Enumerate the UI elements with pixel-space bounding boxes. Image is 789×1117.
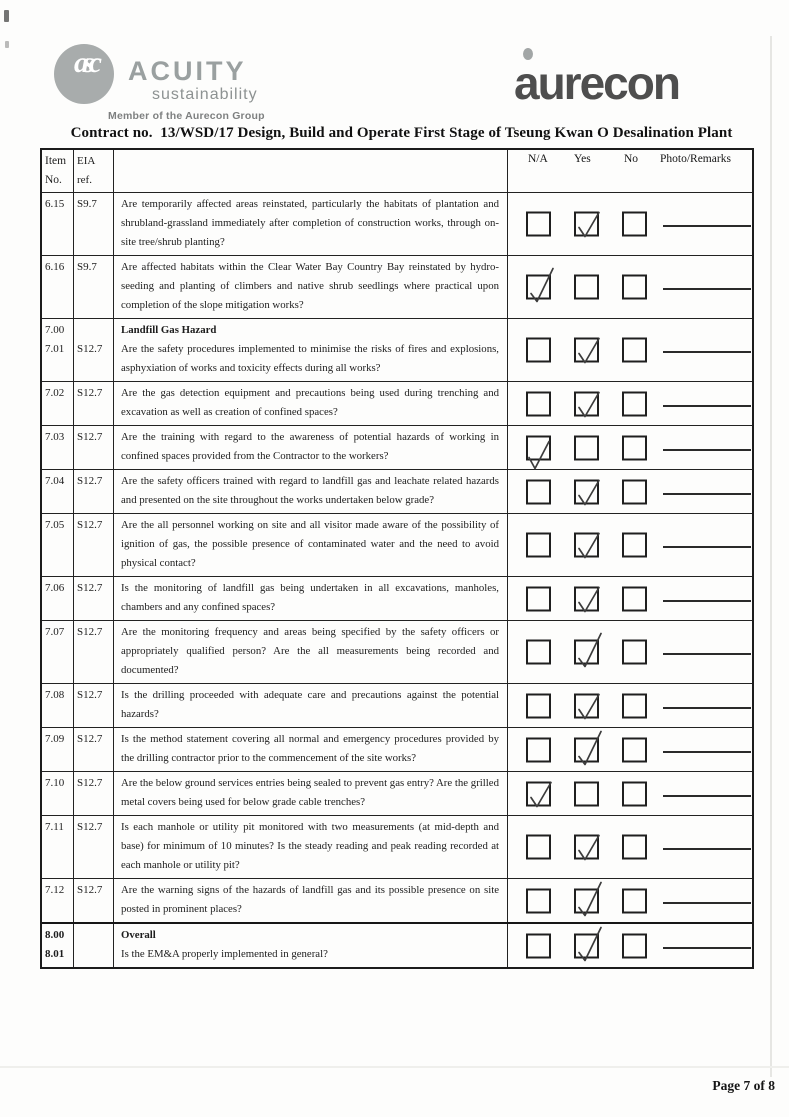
table-row xyxy=(42,513,752,576)
table-row xyxy=(42,192,752,255)
eia-ref xyxy=(77,926,112,945)
table-row xyxy=(42,469,752,513)
item-number: 7.12 xyxy=(45,884,65,896)
eia-ref: S12.7 xyxy=(77,582,103,594)
item-number: 7.02 xyxy=(45,387,65,399)
checkbox-no[interactable] xyxy=(622,435,647,460)
item-number: 7.09 xyxy=(45,733,65,745)
tick-mark-icon xyxy=(572,880,606,924)
question-text: Are temporarily affected areas reinstated, particularly the habitats of plantation and shrubland-grassland immediately after completion of construction works, through on-site tree/shrub planting? xyxy=(121,198,499,248)
remarks-line xyxy=(663,493,751,495)
checkbox-na[interactable] xyxy=(526,586,551,611)
header-checks-cell xyxy=(507,150,752,192)
acuity-monogram-letters: asc xyxy=(74,46,96,79)
remarks-line xyxy=(663,351,751,353)
table-row xyxy=(42,318,752,381)
checkbox-yes[interactable] xyxy=(574,888,599,913)
question-text: Is the drilling proceeded with adequate care and precautions against the potential hazards? xyxy=(121,689,499,720)
question-text: Are the safety officers trained with regard to landfill gas and leachate related hazards and presented on the site throughout the works undertaken below grade? xyxy=(121,475,499,506)
question-text: Are the all personnel working on site and all visitor made aware of the possibility of ignition of gas, the possible presence of contaminated water and the need to avoid physical contact? xyxy=(121,519,499,569)
table-row xyxy=(42,922,752,967)
eia-ref: S12.7 xyxy=(77,343,103,355)
checkbox-yes[interactable] xyxy=(574,275,599,300)
eia-ref: S9.7 xyxy=(77,198,97,210)
header-item-label: No. xyxy=(45,174,62,186)
checkbox-no[interactable] xyxy=(622,212,647,237)
tick-mark-icon xyxy=(572,525,606,569)
checkbox-na[interactable] xyxy=(526,391,551,416)
remarks-line xyxy=(663,848,751,850)
tick-mark-icon xyxy=(572,330,606,374)
remarks-line xyxy=(663,947,751,949)
checkbox-na[interactable] xyxy=(526,212,551,237)
remarks-line xyxy=(663,405,751,407)
remarks-line xyxy=(663,449,751,451)
scan-fold-line xyxy=(0,1066,789,1068)
acuity-wordmark: ACUITY xyxy=(128,56,247,86)
checkbox-yes[interactable] xyxy=(574,933,599,958)
tick-mark-icon xyxy=(572,578,606,622)
eia-ref: S12.7 xyxy=(77,733,103,745)
question-text: Is the monitoring of landfill gas being undertaken in all excavations, manholes, chambers and any confined spaces? xyxy=(121,582,499,613)
tick-mark-icon xyxy=(572,471,606,515)
eia-ref: S12.7 xyxy=(77,884,103,896)
item-number: 8.01 xyxy=(45,948,65,960)
item-number: 7.04 xyxy=(45,475,65,487)
checkbox-na[interactable] xyxy=(526,435,551,460)
checkbox-yes[interactable] xyxy=(574,391,599,416)
page-number: Page 7 of 8 xyxy=(712,1078,775,1093)
checkbox-no[interactable] xyxy=(622,888,647,913)
remarks-line xyxy=(663,751,751,753)
acuity-member-line: Member of the Aurecon Group xyxy=(108,110,265,122)
table-row xyxy=(42,381,752,425)
checkbox-yes[interactable] xyxy=(574,835,599,860)
page-title: Contract no. 13/WSD/17 Design, Build and Operate First Stage of Tseung Kwan O Desalination Plant xyxy=(70,125,733,141)
checkbox-yes[interactable] xyxy=(574,338,599,363)
checkbox-yes[interactable] xyxy=(574,212,599,237)
eia-ref: S12.7 xyxy=(77,689,103,701)
checkbox-no[interactable] xyxy=(622,275,647,300)
question-text: Are the gas detection equipment and precautions being used during trenching and excavation as well as creation of confined spaces? xyxy=(121,387,499,418)
header-question-cell xyxy=(113,150,507,192)
checkbox-na[interactable] xyxy=(526,835,551,860)
checkbox-no[interactable] xyxy=(622,479,647,504)
remarks-line xyxy=(663,225,751,227)
question-text: Are the safety procedures implemented to minimise the risks of fires and explosions, asphyxiation of works and toxicity effects during all works? xyxy=(121,343,499,374)
header-no-label: No xyxy=(624,153,639,165)
item-number: 7.01 xyxy=(45,343,65,355)
tick-mark-icon xyxy=(524,427,558,471)
remarks-line xyxy=(663,600,751,602)
question-text: Is each manhole or utility pit monitored with two measurements (at mid-depth and base) for minimum of 10 minutes? Is the steady reading and peak reading recorded at each manhole or utility pit? xyxy=(121,821,499,871)
checkbox-yes[interactable] xyxy=(574,737,599,762)
question-text: Are the training with regard to the awareness of potential hazards of working in confined spaces provided from the Contractor to the workers? xyxy=(121,431,499,462)
checkbox-yes[interactable] xyxy=(574,693,599,718)
remarks-line xyxy=(663,653,751,655)
eia-ref: S12.7 xyxy=(77,519,103,531)
acuity-tagline: sustainability xyxy=(152,86,258,103)
item-number: 7.05 xyxy=(45,519,65,531)
question-text: Are the below ground services entries being sealed to prevent gas entry? Are the grilled metal covers being used for below grade cable trenches? xyxy=(121,777,499,808)
eia-ref: S12.7 xyxy=(77,431,103,443)
checkbox-no[interactable] xyxy=(622,338,647,363)
checkbox-no[interactable] xyxy=(622,835,647,860)
tick-mark-icon xyxy=(572,632,606,676)
item-number: 6.15 xyxy=(45,198,65,210)
checkbox-no[interactable] xyxy=(622,933,647,958)
section-heading: Overall xyxy=(121,929,156,941)
tick-mark-icon xyxy=(524,773,558,817)
header-yes-label: Yes xyxy=(574,153,591,165)
acuity-monogram-icon xyxy=(54,44,114,104)
table-row xyxy=(42,771,752,815)
tick-mark-icon xyxy=(572,827,606,871)
aurecon-wordmark: aurecon xyxy=(514,57,679,109)
checkbox-no[interactable] xyxy=(622,737,647,762)
question-text: Are the monitoring frequency and areas being specified by the safety officers or appropriately qualified person? Are the all measurements being recorded and documented? xyxy=(121,626,499,676)
eia-ref: S12.7 xyxy=(77,821,103,833)
acuity-logo xyxy=(54,42,314,122)
checkbox-yes[interactable] xyxy=(574,435,599,460)
item-number: 6.16 xyxy=(45,261,65,273)
checkbox-yes[interactable] xyxy=(574,479,599,504)
checkbox-yes[interactable] xyxy=(574,533,599,558)
table-body xyxy=(42,192,752,967)
section-heading: Landfill Gas Hazard xyxy=(121,324,217,336)
checkbox-na[interactable] xyxy=(526,888,551,913)
checkbox-na[interactable] xyxy=(526,533,551,558)
scan-edge-shadow xyxy=(770,36,772,1077)
remarks-line xyxy=(663,288,751,290)
checkbox-yes[interactable] xyxy=(574,640,599,665)
checkbox-no[interactable] xyxy=(622,640,647,665)
tick-mark-icon xyxy=(572,925,606,969)
item-number: 7.08 xyxy=(45,689,65,701)
eia-ref: S12.7 xyxy=(77,626,103,638)
checkbox-na[interactable] xyxy=(526,933,551,958)
item-number: 7.07 xyxy=(45,626,65,638)
checkbox-na[interactable] xyxy=(526,640,551,665)
checkbox-no[interactable] xyxy=(622,693,647,718)
table-row xyxy=(42,425,752,469)
checkbox-no[interactable] xyxy=(622,586,647,611)
checkbox-yes[interactable] xyxy=(574,586,599,611)
checkbox-no[interactable] xyxy=(622,391,647,416)
question-text: Are affected habitats within the Clear Water Bay Country Bay reinstated by hydro-seeding and planting of climbers and native shrub seedlings where practical upon completion of the slope mitigation works? xyxy=(121,261,499,311)
table-row xyxy=(42,878,752,922)
tick-mark-icon xyxy=(572,729,606,773)
remarks-line xyxy=(663,707,751,709)
item-number: 7.10 xyxy=(45,777,65,789)
eia-ref: S12.7 xyxy=(77,387,103,399)
table-row xyxy=(42,255,752,318)
eia-ref: S12.7 xyxy=(77,777,103,789)
checkbox-na[interactable] xyxy=(526,737,551,762)
item-number: 7.00 xyxy=(45,324,65,336)
item-number: 7.03 xyxy=(45,431,65,443)
header-photo-remarks-label: Photo/Remarks xyxy=(660,153,731,165)
tick-mark-icon xyxy=(572,685,606,729)
remarks-line xyxy=(663,795,751,797)
item-number: 8.00 xyxy=(45,929,65,941)
item-number: 7.11 xyxy=(45,821,64,833)
header-item-label: Item xyxy=(45,155,67,167)
table-row xyxy=(42,576,752,620)
eia-ref: S12.7 xyxy=(77,475,103,487)
checklist-table xyxy=(40,148,754,969)
checkbox-na[interactable] xyxy=(526,338,551,363)
header-na-label: N/A xyxy=(528,153,548,165)
scan-noise-mark xyxy=(4,10,9,22)
table-row xyxy=(42,683,752,727)
remarks-line xyxy=(663,902,751,904)
checkbox-no[interactable] xyxy=(622,533,647,558)
checkbox-na[interactable] xyxy=(526,781,551,806)
table-header-row xyxy=(42,150,752,192)
question-text: Are the warning signs of the hazards of landfill gas and its possible presence on site posted in prominent places? xyxy=(121,884,499,915)
checkbox-yes[interactable] xyxy=(574,781,599,806)
item-number: 7.06 xyxy=(45,582,65,594)
question-text: Is the method statement covering all normal and emergency procedures provided by the drilling contractor prior to the commencement of the site works? xyxy=(121,733,499,764)
eia-ref: S9.7 xyxy=(77,261,97,273)
table-row xyxy=(42,815,752,878)
checkbox-na[interactable] xyxy=(526,693,551,718)
checkbox-no[interactable] xyxy=(622,781,647,806)
question-text: Is the EM&A properly implemented in general? xyxy=(121,948,328,960)
table-row xyxy=(42,727,752,771)
remarks-line xyxy=(663,546,751,548)
table-row xyxy=(42,620,752,683)
header-eia-label: EIA ref. xyxy=(73,150,113,192)
checkbox-na[interactable] xyxy=(526,479,551,504)
tick-mark-icon xyxy=(572,204,606,248)
tick-mark-icon xyxy=(572,383,606,427)
checkbox-na[interactable] xyxy=(526,275,551,300)
tick-mark-icon xyxy=(524,267,558,311)
aurecon-logo xyxy=(514,44,744,108)
scan-noise-mark xyxy=(5,41,9,48)
